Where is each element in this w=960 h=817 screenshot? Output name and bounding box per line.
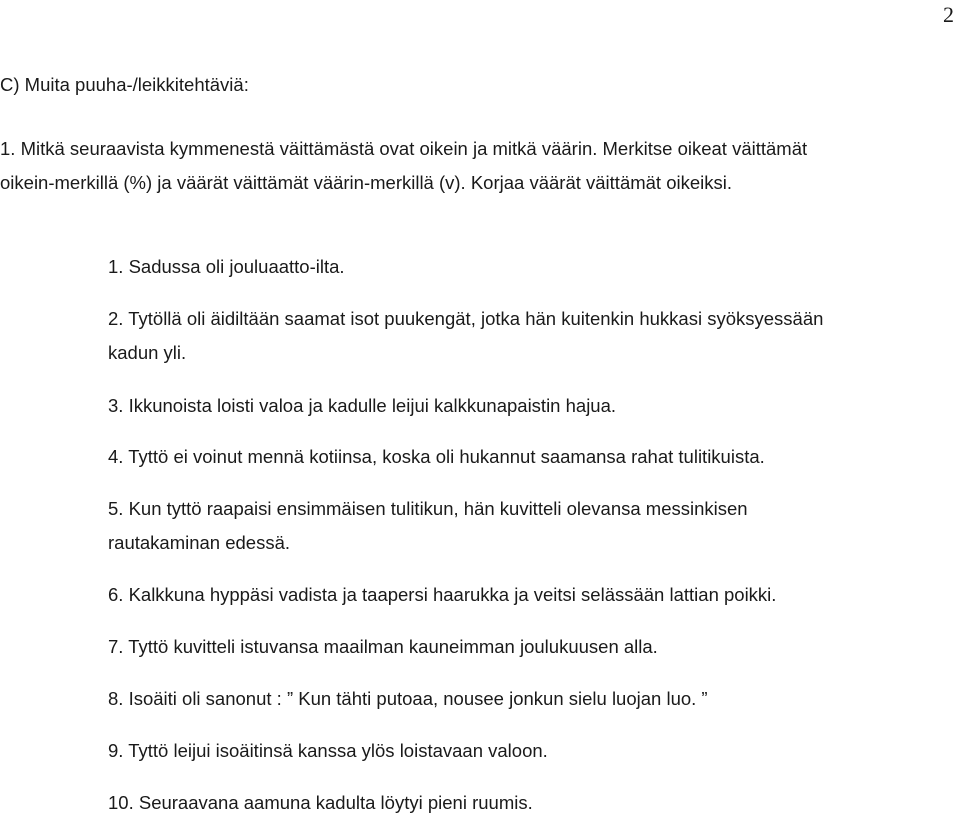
statement-5: 5. Kun tyttö raapaisi ensimmäisen tulitikun, hän kuvitteli olevansa messinkisen: [108, 498, 748, 519]
statement-6: 6. Kalkkuna hyppäsi vadista ja taapersi haarukka ja veitsi selässään lattian poikki.: [108, 584, 777, 605]
statement-1: 1. Sadussa oli jouluaatto-ilta.: [108, 256, 345, 277]
statement-3: 3. Ikkunoista loisti valoa ja kadulle leijui kalkkunapaistin hajua.: [108, 395, 617, 416]
statement-5-continuation: rautakaminan edessä.: [108, 532, 291, 553]
statement-7: 7. Tyttö kuvitteli istuvansa maailman kauneimman joulukuusen alla.: [108, 636, 658, 657]
task-instruction-line-2: oikein-merkillä (%) ja väärät väittämät väärin-merkillä (v). Korjaa väärät väittämät oikeiksi.: [0, 172, 733, 193]
task-instruction-line-1: 1. Mitkä seuraavista kymmenestä väittämästä ovat oikein ja mitkä väärin. Merkitse oikeat väittämät: [0, 138, 808, 159]
page-number: 2: [943, 2, 954, 27]
statement-9: 9. Tyttö leijui isoäitinsä kanssa ylös loistavaan valoon.: [108, 740, 548, 761]
statement-2-continuation: kadun yli.: [108, 342, 187, 363]
section-heading: C) Muita puuha-/leikkitehtäviä:: [0, 74, 249, 95]
statement-8: 8. Isoäiti oli sanonut : ” Kun tähti putoaa, nousee jonkun sielu luojan luo. ”: [108, 688, 708, 709]
statement-2: 2. Tytöllä oli äidiltään saamat isot puukengät, jotka hän kuitenkin hukkasi syöksyessään: [108, 308, 824, 329]
statement-10: 10. Seuraavana aamuna kadulta löytyi pieni ruumis.: [108, 792, 533, 813]
statement-4: 4. Tyttö ei voinut mennä kotiinsa, koska oli hukannut saamansa rahat tulitikuista.: [108, 446, 765, 467]
